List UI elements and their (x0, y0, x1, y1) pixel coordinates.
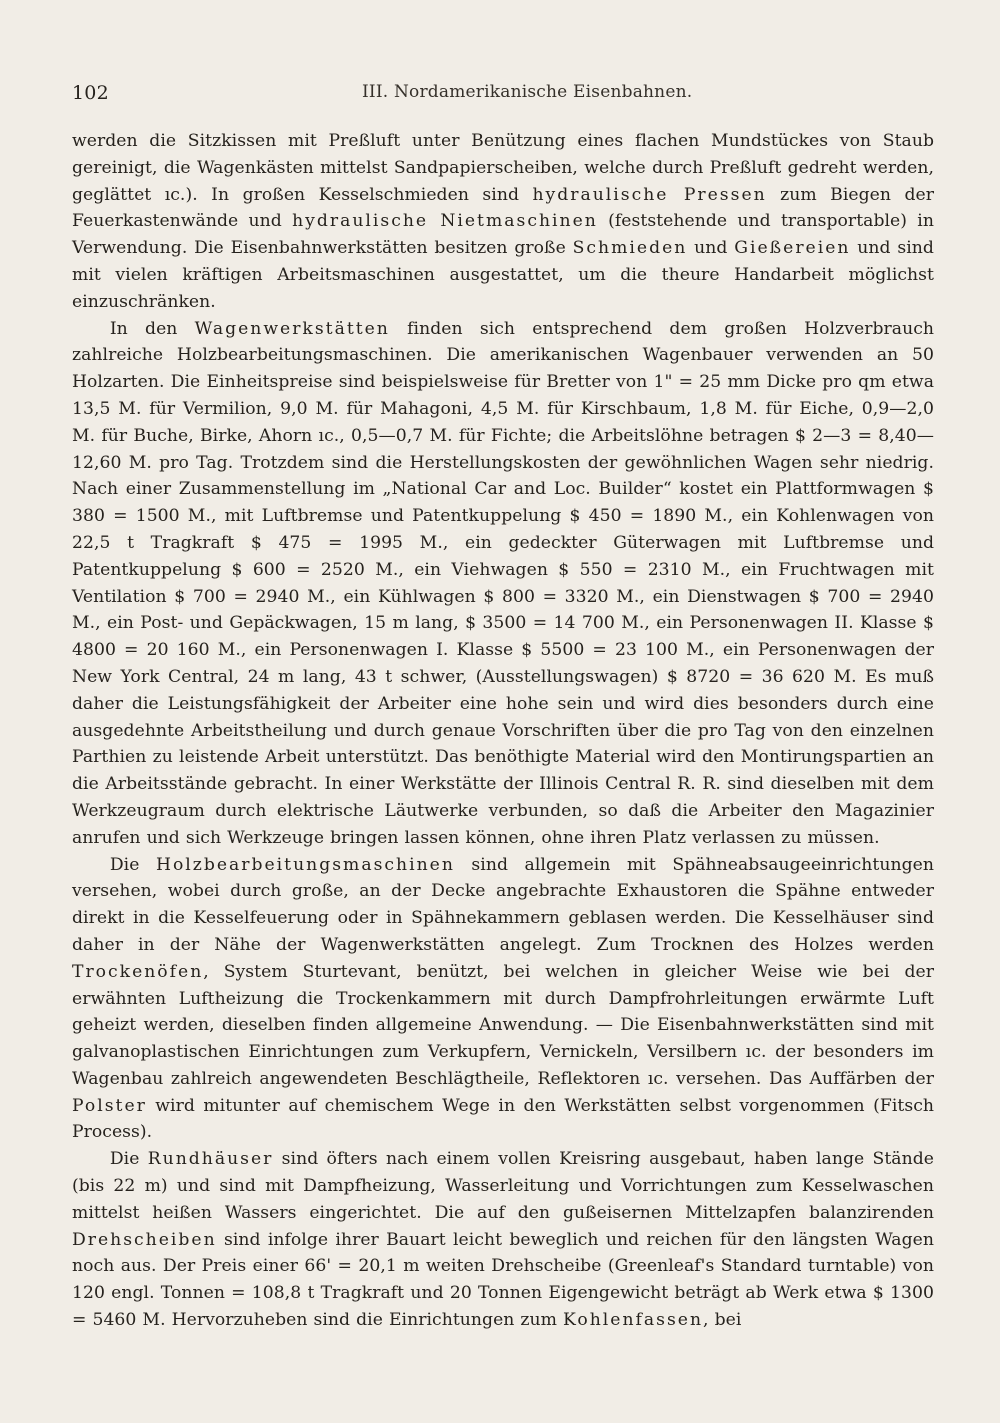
text-segment: sind allgemein mit Spähneabsaugeeinrichtungen versehen, wobei durch große, an der Decke angebrachte Exhaustoren die Spähne entweder direkt in die Kesselfeuerung oder in Spähnekammern geblasen werden. Die Kesselhäuser sind daher in der Nähe der Wagenwerkstätten angelegt. Zum Trocknen des Holzes werden (72, 854, 934, 955)
spaced-term: Polster (72, 1095, 147, 1116)
spaced-term: Drehscheiben (72, 1229, 217, 1250)
book-page (72, 82, 934, 1362)
paragraph-continuation (72, 128, 934, 316)
text-segment: , System Sturtevant, benützt, bei welchen in gleicher Weise wie bei der erwähnten Luftheizung die Trockenkammern mit durch Dampfrohrleitungen erwärmte Luft geheizt werden, dieselben finden allgemeine Anwendung. — Die Eisenbahnwerkstätten sind mit galvanoplastischen Einrichtungen zum Verkupfern, Vernickeln, Versilbern ıc. der besonders im Wagenbau zahlreich angewendeten Beschlägtheile, Reflektoren ıc. versehen. Das Auffärben der (72, 961, 934, 1089)
text-segment: Die (109, 1149, 148, 1170)
text-segment: In den (109, 318, 195, 339)
text-segment: werden die Sitzkissen mit Preßluft unter Benützung eines flachen Mundstückes von Staub gereinigt, die Wagenkästen mittelst Sandpapierscheiben, welche durch Preßluft gedreht werden, geglättet ıc.). In großen Kesselschmieden sind (72, 131, 934, 205)
text-segment: und (687, 238, 735, 259)
paragraph-wagenwerkstaetten (72, 316, 934, 852)
spaced-term: Schmieden (572, 238, 688, 259)
body-text (72, 128, 934, 1334)
running-head: III. Nordamerikanische Eisenbahnen. (362, 82, 693, 102)
text-segment: zum Biegen der Feuerkastenwände und (72, 184, 934, 232)
spaced-term: Holzbearbeitungsmaschinen (155, 854, 455, 875)
paragraph-holzbearbeitungsmaschinen (72, 852, 934, 1147)
spaced-term: Wagenwerkstätten (194, 318, 390, 339)
spaced-term: Trockenöfen (72, 961, 204, 982)
page-header (72, 82, 934, 118)
text-segment: finden sich entsprechend dem großen Holzverbrauch zahlreiche Holzbearbeitungsmaschinen. Die amerikanischen Wagenbauer verwenden an 50 Holzarten. Die Einheitspreise sind beispielsweise für Bretter von 1" = 25 mm Dicke pro qm etwa 13,5 M. für Vermilion, 9,0 M. für Mahagoni, 4,5 M. für Kirschbaum, 1,8 M. für Eiche, 0,9—2,0 M. für Buche, Birke, Ahorn ıc., 0,5—0,7 M. für Fichte; die Arbeitslöhne betragen $ 2—3 = 8,40—12,60 M. pro Tag. Trotzdem sind die Herstellungskosten der gewöhnlichen Wagen sehr niedrig. Nach einer Zusammenstellung im „National Car and Loc. Builder“ kostet ein Plattformwagen $ 380 = 1500 M., mit Luftbremse und Patentkuppelung $ 450 = 1890 M., ein Kohlenwagen von 22,5 t Tragkraft $ 475 = 1995 M., ein gedeckter Güterwagen mit Luftbremse und Patentkuppelung $ 600 = 2520 M., ein Viehwagen $ 550 = 2310 M., ein Fruchtwagen mit Ventilation $ 700 = 2940 M., ein Kühlwagen $ 800 = 3320 M., ein Dienstwagen $ 700 = 2940 M., ein Post- und Gepäckwagen, 15 m lang, $ 3500 = 14 700 M., ein Personenwagen II. Klasse $ 4800 = 20 160 M., ein Personenwagen I. Klasse $ 5500 = 23 100 M., ein Personenwagen der New York Central, 24 m lang, 43 t schwer, (Ausstellungswagen) $ 8720 = 36 620 M. Es muß daher die Leistungsfähigkeit der Arbeiter eine hohe sein und wird dies besonders durch eine ausgedehnte Arbeitstheilung und durch genaue Vorschriften über die pro Tag von den einzelnen Parthien zu leistende Arbeit unterstützt. Das benöthigte Material wird den Montirungspartien an die Arbeitsstände gebracht. In einer Werkstätte der Illinois Central R. R. sind dieselben mit dem Werkzeugraum durch elektrische Läutwerke verbunden, so daß die Arbeiter den Magazinier anrufen und sich Werkzeuge bringen lassen können, ohne ihren Platz verlassen zu müssen. (72, 318, 934, 848)
paragraph-rundhaeuser (72, 1146, 934, 1334)
text-segment: und sind mit vielen kräftigen Arbeitsmaschinen ausgestattet, um die theure Handarbeit möglichst einzuschränken. (72, 238, 934, 312)
spaced-term: Gießereien (734, 238, 851, 259)
text-segment: sind öfters nach einem vollen Kreisring ausgebaut, haben lange Stände (bis 22 m) und sind mit Dampfheizung, Wasserleitung und Vorrichtungen zum Kesselwaschen mittelst heißen Wassers eingerichtet. Die auf den gußeisernen Mittelzapfen balanzirenden (72, 1149, 934, 1223)
spaced-term: Rundhäuser (147, 1149, 274, 1170)
text-segment: sind infolge ihrer Bauart leicht beweglich und reichen für den längsten Wagen noch aus. Der Preis einer 66' = 20,1 m weiten Drehscheibe (Greenleaf's Standard turntable) von 120 engl. Tonnen = 108,8 t Tragkraft und 20 Tonnen Eigengewicht beträgt ab Werk etwa $ 1300 = 5460 M. Hervorzuheben sind die Einrichtungen zum (72, 1229, 934, 1331)
spaced-term: Kohlenfassen (563, 1310, 704, 1331)
page-number: 102 (72, 82, 109, 104)
text-segment: wird mitunter auf chemischem Wege in den Werkstätten selbst vorgenommen (Fitsch Process). (72, 1095, 934, 1143)
spaced-term: hydraulische Pressen (532, 184, 767, 205)
text-segment: Die (109, 854, 156, 875)
spaced-term: hydraulische Nietmaschinen (292, 211, 598, 232)
text-segment: (feststehende und transportable) in Verwendung. Die Eisenbahnwerkstätten besitzen große (72, 211, 934, 259)
text-segment: , bei (703, 1310, 742, 1331)
